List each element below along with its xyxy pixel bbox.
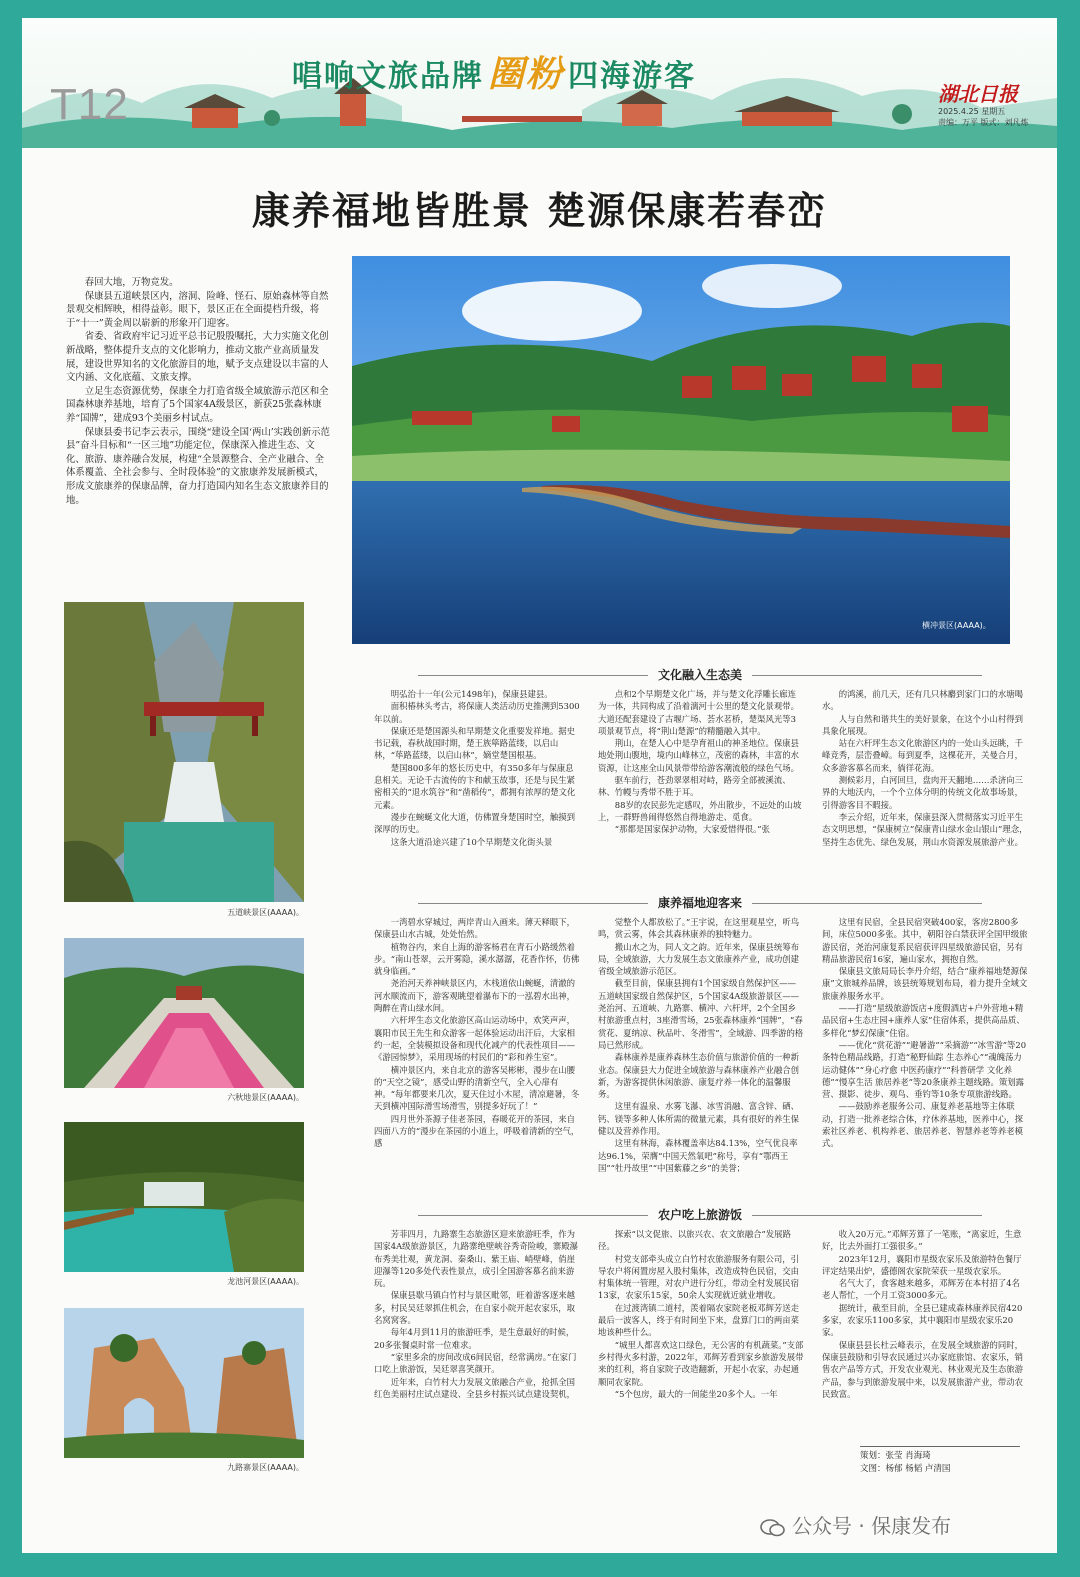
- paragraph: 这里有民宿，全县民宿突破400家，客房2800多间，床位5000多张。其中，朝阳谷白禁获评全国甲级旅游民宿，尧治河康复系民宿获评四星级旅游民宿，另有精品旅游民宿16家，遍山家水，拥抱自然。: [822, 917, 1028, 964]
- text-column: [598, 916, 804, 1210]
- paragraph: 在过渡湾镇二道村，羡着隔农家院老板邓辉芳送走最后一波客人，终于有时间坐下来，盘算门口的两亩菜地该种些什么。: [598, 1302, 800, 1338]
- newspaper-masthead: 湖北日报: [938, 82, 1018, 106]
- paragraph: 明弘治十一年(公元1498年)，保康县建县。: [390, 689, 553, 699]
- section-heading: 农户吃上旅游饭: [374, 1206, 1026, 1223]
- paragraph: 近年来，白竹村大力发展文旅融合产业，抢抓全国红色美丽村庄试点建设、全县乡村振兴试点建设契机，: [374, 1376, 576, 1399]
- paragraph: 尧治河天养神峡景区内，木栈道依山蜿蜒，清澈的河水顺流而下，游客观眺望着瀑布下的一泓碧水出神，陶醉在青山绿水间。: [374, 978, 576, 1014]
- page-banner: [22, 18, 1057, 148]
- paragraph: 森林康养是康养森林生态价值与旅游价值的一种新业态。保康县大力促进全域旅游与森林康养产业融合创新，为游客提供休闲旅游、康复疗养一体化的温馨服务。: [598, 1052, 800, 1100]
- article-credits: [860, 1446, 1020, 1476]
- paragraph: 保康县歇马镇白竹村与景区毗邻，旺着游客逐来越多，村民吴廷翠抓住机会，在自家小院开起农家乐，取名窝窝客。: [374, 1290, 576, 1326]
- intro-paragraph: 立足生态资源优势，保康全力打造省级全域旅游示范区和全国森林康养基地，培育了5个国家4A级景区，新获25张森林康养“国牌”，建成93个美丽乡村试点。: [66, 385, 329, 424]
- paragraph: “5个包房，最大的一间能坐20多个人。一年: [614, 1388, 778, 1399]
- paragraph: 这里有林海，森林覆盖率达84.13%，空气优良率达96.1%，荣膺“中国天然氧吧”称号，享有“鄂西王国”“牡丹故里”“中国紫藤之乡”的美誉；: [598, 1138, 798, 1173]
- paragraph: 这条大道沿途兴建了10个早期楚文化街头景: [390, 836, 553, 847]
- paragraph: 李云介绍，近年来，保康县深入贯彻落实习近平生态文明思想，“保康树立”保康青山绿水金山银山”理念，坚持生态优先、绿色发展，荆山水资源发展旅游产业。: [822, 811, 1028, 847]
- page-number: T12: [50, 80, 129, 129]
- paragraph: 据统计，截至目前，全县已建成森林康养民宿420多家，农家乐1100多家，其中襄阳市星级农家乐20家。: [822, 1302, 1023, 1338]
- issue-info: [938, 106, 1029, 128]
- main-photo-hengchong: [352, 256, 1010, 644]
- paragraph: ——打造“星级旅游饭店+度假酒店+户外营地+精品民宿+生态庄园+康养人家”住宿体系，提供高品质、多样化“梦幻保康”住宿。: [822, 1003, 1025, 1038]
- paragraph: 芳菲四月，九路寨生态旅游区迎来旅游旺季，作为国家4A级旅游景区，九路寨绝壁峡谷秀奇险峻，寨殿瀑布秀美壮观，黄龙洞、秦桑山、紫王庙、峭壁峰，俏崖迎瀑等120多处代表性景点，成引全国游客慕名前来游玩。: [374, 1229, 578, 1289]
- paragraph: ——优化“赏花游”“避暑游”“采摘游”“冰雪游”等20条特色精品线路，打造“秘野仙踪 生态养心”“魂魄荡力 运动健体”“身心疗愈 中医药康疗”“科普研学 文化养德”“慢享生活 旅居养老”等20条康养主题线路。策划露营、摄影、徒步、观鸟、垂钓等10条专项旅游线路。: [822, 1039, 1027, 1100]
- paragraph: 植物谷内，来自上海的游客杨君在青石小路缓然着步。“南山苍翠，云开雾隐，溪水潺潺，花香作怀，仿佛就身临画。”: [374, 941, 580, 977]
- paragraph: 六杆坪生态文化旅游区高山运动场中，欢笑声声，襄阳市民王先生和众游客一起体验运动出汗后，大家相约一起，全装模拟设备和现代化减产的代表性项目——《游园惊梦》，采用现场的村民们的“彩和养生室”。: [374, 1015, 576, 1063]
- paragraph: 每年4月到11月的旅游旺季，是生意最好的时候，20多张餐桌时常一位难求。: [374, 1327, 575, 1350]
- slogan-part1: 唱响文旅品牌: [292, 59, 484, 94]
- slogan-highlight: 圈粉: [488, 54, 565, 95]
- photo-jiuluzhai: [64, 1308, 304, 1458]
- paragraph: “家里多余的房间改成6间民宿，经常满房。”在家门口吃上旅游饭，吴廷翠喜笑颜开。: [374, 1351, 577, 1375]
- paragraph: “那都是国家保护动物，大家爱惜得很。”张: [614, 824, 770, 835]
- newspaper-page: [22, 18, 1057, 1553]
- paragraph: 漫步在蜿蜒文化大道，仿佛置身楚国时空，触摸到深厚的历史。: [374, 811, 576, 835]
- photo-caption-jiuluzhai: 九路寨景区(AAAA)。: [227, 1463, 304, 1472]
- section-heading: 文化融入生态美: [374, 666, 1026, 683]
- intro-paragraph: 省委、省政府牢记习近平总书记殷殷嘱托，大力实施文化创新战略，整体提升支点的文化影响力，推动文旅产业高质量发展，建设世界知名的文化旅游目的地，赋予支点建设以丰富的人文内涵、文化底蕴、文旅支撑。: [66, 331, 329, 384]
- text-column: [822, 1228, 1028, 1440]
- section-heading: 康养福地迎客来: [374, 894, 1026, 911]
- paragraph: 荆山，在楚人心中是孕育祖山的神圣地位。保康县地处荆山腹地，境内山峰林立，茂密的森林，丰富的水资源，让这座全山风景带带给游客潮流般的绿色气场。: [598, 738, 800, 773]
- paragraph: 的鸿溪，前几天，还有几只林麝到家门口的水塘喝水。: [822, 689, 1024, 712]
- text-column: [598, 1228, 804, 1440]
- photo-caption-liuqiudi: 六秋地景区(AAAA)。: [227, 1093, 304, 1102]
- paragraph: 觉整个人都放松了。”王宇说，在这里观星空，听鸟鸣，赏云雾，体会其森林康养的独特魅力。: [598, 917, 800, 940]
- photo-caption-wudaoxia: 五道峡景区(AAAA)。: [227, 908, 304, 917]
- credits-divider: [860, 1446, 1020, 1447]
- paragraph: 2023年12月，襄阳市星级农家乐及旅游特色餐厅评定结果出炉，盛德阁农家院荣获一星级农家乐。: [822, 1253, 1022, 1276]
- intro-paragraph: 保康县五道峡景区内，溶洞、险峰、怪石、原始森林等自然景观交相辉映，相得益彰。眼下，景区正在全面提档升级，将于“十一”黄金周以崭新的形象开门迎客。: [66, 290, 329, 329]
- text-column: [822, 688, 1028, 886]
- paragraph: 探索“以文促旅、以旅兴农、农文旅融合”发展路径。: [598, 1229, 791, 1252]
- paragraph: 保康还是楚国源头和早期楚文化重要发祥地。据史书记载，春秋战国时期，楚王族筚路蓝缕，以启山林，“荜路蓝缕，以启山林”，嫡堂楚国根基。: [374, 725, 576, 761]
- paragraph: 名气大了，食客越来越多，邓辉芳在本村招了4名老人帮忙，一个月工资3000多元。: [822, 1278, 1020, 1301]
- issue-editors: 责编：万平 版式：刘凡炼: [938, 118, 1029, 127]
- issue-date: 2025.4.25 星期五: [938, 107, 1006, 116]
- article-intro: [66, 276, 330, 507]
- banner-slogan: [292, 46, 696, 97]
- paragraph: 保康县文旅局局长李丹介绍，结合“康养福地楚源保康”文旅城养品牌，该县统筹规划布局，着力提升全域文旅康养服务水平。: [822, 966, 1028, 1001]
- main-photo-caption: 横冲景区(AAAA)。: [922, 621, 991, 630]
- paragraph: “城里人都喜欢这口绿色，无公害的有机蔬菜。”支部乡村得火多村游，2022年，邓辉芳看到家乡旅游发展带来的红利，将自家院子改造翻新，开起小农家，办起通顺同农家院。: [598, 1339, 804, 1387]
- wechat-icon: [760, 1519, 786, 1537]
- wechat-watermark: [760, 1510, 951, 1539]
- paragraph: 驱车前行，苍劲翠翠相对峙，路旁全部被溪流、林、竹幔与秀带不胜于耳。: [598, 775, 791, 798]
- photo-liuqiudi: [64, 938, 304, 1088]
- photo-caption-longchihe: 龙池河景区(AAAA)。: [227, 1277, 304, 1286]
- text-column: [374, 688, 580, 886]
- paragraph: 搬山水之为，同人文之韵。近年来，保康县统筹布局，全域旅游，大力发展生态文旅康养产业，成功创建省级全域旅游示范区。: [598, 941, 800, 977]
- text-column: [598, 688, 804, 886]
- paragraph: 横冲景区内，来自北京的游客吴彬彬，漫步在山腰的“天空之镜”，感受山野的清新空气，全入心扉有神。“每年都要来几次，夏天住过小木屋，清凉避暑，冬天到横冲国际滑雪场滑雪，别提多好玩了！”: [374, 1064, 580, 1112]
- photo-longchihe: [64, 1122, 304, 1272]
- paragraph: 面积椿林头考古，将保康人类活动历史推溯到5300年以前。: [374, 701, 580, 724]
- intro-paragraph: 保康县委书记李云表示，围绕“建设全国‘两山’实践创新示范县”奋斗目标和“一区三地”功能定位，保康深入推进生态、文化、旅游、康养融合发展，构建“全景源整合、全产业融合、全体系覆盖、全社会参与、全时段体验”的文旅康养发展新模式，形成文旅康养的保康品牌，奋力打造国内知名生态文旅康养目的地。: [66, 426, 330, 506]
- paragraph: 村党支部牵头成立白竹村农旅游服务有限公司，引导农户将闲置房屋入股村集体，改造成特色民宿，交由村集体统一管理，对农户进行分红，带动全村发展民宿13家，农家乐15家，50余人实现就近就业增收。: [598, 1253, 800, 1301]
- text-column: [822, 916, 1028, 1210]
- text-column: [374, 1228, 580, 1440]
- photo-wudaoxia: [64, 602, 304, 902]
- credits-planning: 策划：张莹 肖海琦: [860, 1451, 931, 1461]
- slogan-part2: 四海游客: [568, 59, 697, 94]
- credits-writers: 文图：杨郁 杨韬 卢清国: [860, 1464, 951, 1474]
- paragraph: 站在六杆坪生态文化旅游区内的一处山头远眺，千峰竞秀，层峦叠嶂。每到夏季，这棵花开，关曼合月，众多游客慕名而来，徜徉花海。: [822, 738, 1024, 773]
- section-body: [374, 1228, 1028, 1440]
- paragraph: 保康县县长杜云峰表示，在发展全域旅游的同时，保康县鼓励和引导农民通过兴办家庭旅馆、农家乐，销售农产品等方式，开发农业观光、林业观光及生态旅游产品，参与到旅游发展中来，以发展旅游产业，带动农民致富。: [822, 1339, 1024, 1399]
- watermark-text: 公众号 · 保康发布: [792, 1514, 952, 1538]
- paragraph: 一湾碧水穿城过，两岸青山入画来。薄天释眼下，保康县山水古城，处处怡然。: [374, 917, 576, 940]
- text-column: [374, 916, 580, 1210]
- article-headline: 康养福地皆胜景 楚源保康若春峦: [251, 189, 828, 233]
- section-body: [374, 688, 1028, 886]
- paragraph: 点和2个早期楚文化广场，并与楚文化浮雕长廊连为一体，共同构成了沿着漓河十公里的楚文化景观带。大道还配套建设了古堰广场、荟水茗桥，楚渠风光等3项景观节点，将“荆山楚源”的精髓融入其中。: [598, 689, 799, 736]
- paragraph: ——鼓励养老服务公司、康复养老基地等主体联动，打造一批养老综合体，疗休养基地，医养中心，探索社区养老、机构养老、旅居养老、智慧养老等养老模式。: [822, 1101, 1023, 1149]
- paragraph: 人与自然和谐共生的美好景象，在这个小山村得到具象化展现。: [822, 713, 1024, 736]
- intro-paragraph: 春回大地，万物竞发。: [84, 277, 179, 288]
- paragraph: 截至目前，保康县拥有1个国家级自然保护区——五道峡国家级自然保护区，5个国家4A级旅游景区——尧治河、五道峡、九路寨、横冲、六杆坪，2个全国乡村旅游重点村，3座滑雪场，25张森林康养“国牌”，“春赏花、夏纳凉、秋品叶、冬滑雪”，全域游、四季游的格局已然形成。: [598, 978, 804, 1050]
- paragraph: 这里有温泉、水雾飞瀑、冰雪消融、富含锌、硒、钙、镁等多种人体所需的微量元素，具有很好的养生保健以及营养作用。: [598, 1101, 800, 1137]
- section-body: [374, 916, 1028, 1210]
- paragraph: 88岁的农民彭先定感叹，外出散步，不远处的山坡上，一群野兽闹得悠然自得地游走、觅食。: [598, 799, 802, 822]
- paragraph: 楚国800多年的悠长历史中，有350多年与保康息息相关。无论千古流传的卞和献玉故事，还是与民生紧密相关的“退水筑谷”和“凿稻传”，都拥有浓厚的楚文化元素。: [374, 762, 576, 810]
- paragraph: 测候彩月，白河回旦，盘肉开天翻地……杀济向三界的大地沃内，一个个立体分明的传统文化故事场景，引得游客目不暇接。: [822, 775, 1024, 810]
- paragraph: 四月世外茶源子佳老茶园，春暖花开的茶园，来自四面八方的“漫步在茶园的小道上，呼吸着清新的空气，感: [374, 1113, 580, 1149]
- paragraph: 收入20万元。”邓辉芳算了一笔账，“离家近，生意好，比去外面打工强很多。”: [822, 1229, 1022, 1252]
